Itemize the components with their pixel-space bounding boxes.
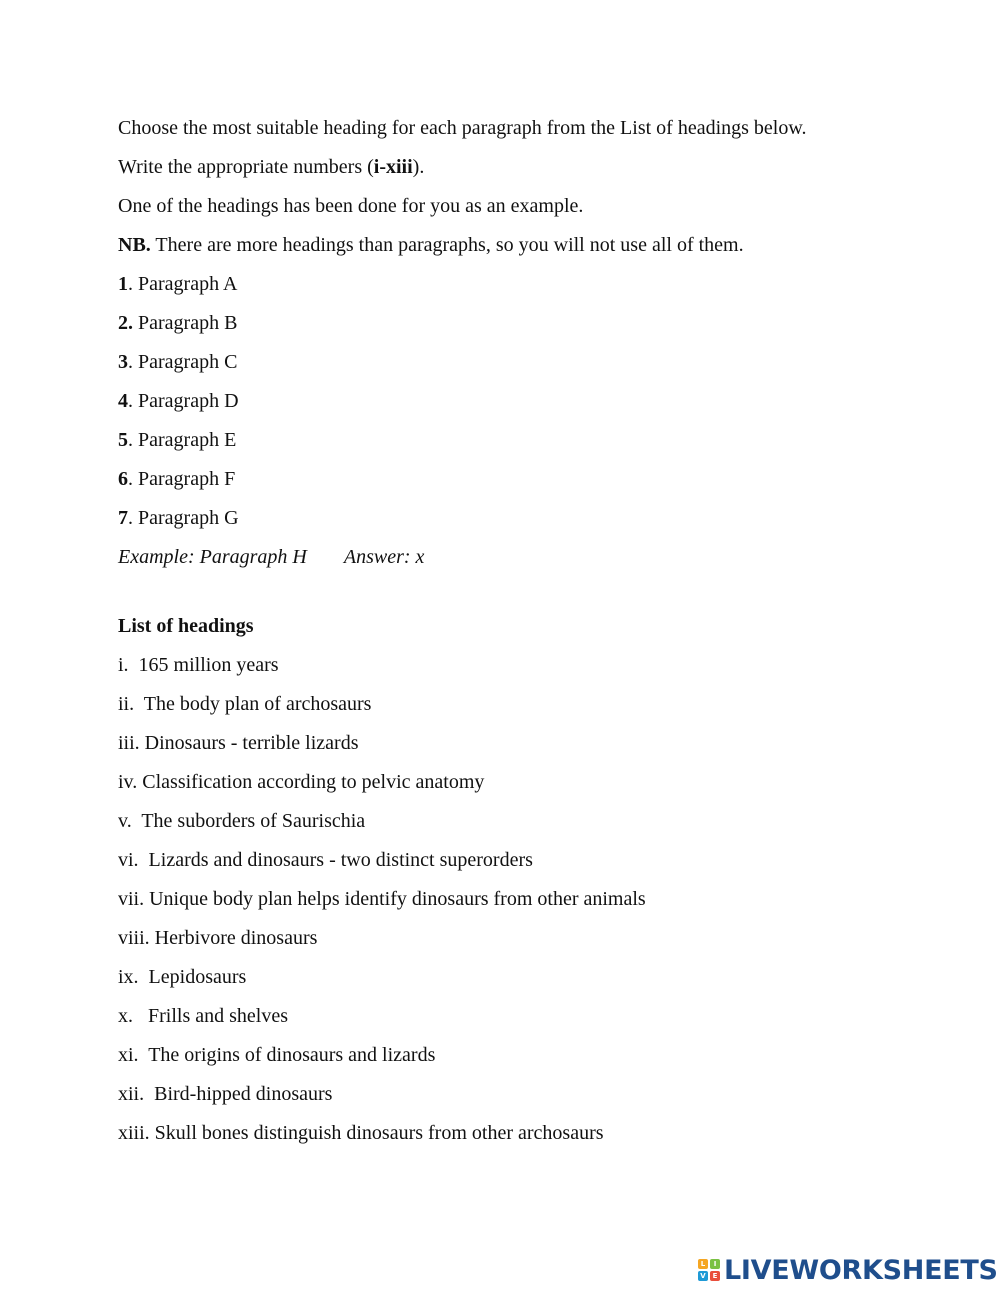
instruction-1: Choose the most suitable heading for each paragraph from the List of headings below. [118,117,807,139]
heading-item: xii. Bird-hipped dinosaurs [118,1083,333,1105]
instruction-3: One of the headings has been done for you as an example. [118,195,584,217]
instruction-2-range: i-xiii [373,156,413,178]
paragraph-item [118,350,978,374]
nb-text: There are more headings than paragraphs, so you will not use all of them. [150,234,744,256]
example-answer: Answer: x [343,546,425,568]
paragraph-label: Paragraph E [133,429,237,451]
paragraph-label: Paragraph F [133,468,236,490]
instruction-2-text: Write the appropriate numbers ( [118,156,374,178]
heading-item: vii. Unique body plan helps identify dinosaurs from other animals [118,888,646,910]
paragraph-sep: . [128,351,133,373]
paragraph-sep: . [128,390,133,412]
paragraph-label: Paragraph C [133,351,238,373]
heading-item: viii. Herbivore dinosaurs [118,927,318,949]
heading-item: xi. The origins of dinosaurs and lizards [118,1044,436,1066]
heading-item: v. The suborders of Saurischia [118,810,366,832]
heading-item: vi. Lizards and dinosaurs - two distinct superorders [118,849,533,871]
worksheet-page [118,116,978,1160]
heading-item: ix. Lepidosaurs [118,966,247,988]
logo-icon: L I V E [698,1259,720,1281]
paragraph-sep: . [128,273,133,295]
paragraph-item [118,389,978,413]
paragraph-sep: . [128,429,133,451]
paragraph-label: Paragraph D [133,390,239,412]
paragraph-number: 1 [118,273,128,295]
paragraph-item [118,272,978,296]
headings-title: List of headings [118,615,254,637]
paragraph-label: Paragraph G [133,507,239,529]
paragraph-item [118,467,978,491]
heading-item: ii. The body plan of archosaurs [118,693,372,715]
paragraph-number: 2. [118,312,133,334]
instruction-nb [118,233,978,257]
paragraph-sep: . [128,468,133,490]
heading-item: iii. Dinosaurs - terrible lizards [118,732,359,754]
nb-label: NB. [118,234,151,256]
liveworksheets-logo [698,1255,998,1285]
paragraph-number: 7 [118,507,128,529]
paragraph-item [118,428,978,452]
paragraph-number: 6 [118,468,128,490]
paragraph-number: 5 [118,429,128,451]
paragraph-label: Paragraph B [133,312,238,334]
example-line [118,545,978,569]
heading-item: x. Frills and shelves [118,1005,288,1027]
paragraph-number: 4 [118,390,128,412]
logo-text: LIVEWORKSHEETS [724,1254,998,1286]
paragraph-sep: . [128,507,133,529]
heading-list [118,653,978,1145]
example-paragraph: Example: Paragraph H [118,546,307,568]
heading-item: xiii. Skull bones distinguish dinosaurs from other archosaurs [118,1122,604,1144]
paragraph-item [118,506,978,530]
paragraph-number: 3 [118,351,128,373]
paragraph-label: Paragraph A [133,273,238,295]
heading-item: iv. Classification according to pelvic anatomy [118,771,485,793]
instruction-2 [118,155,978,179]
heading-item: i. 165 million years [118,654,279,676]
paragraph-list [118,272,978,530]
instruction-2-end: ). [412,156,425,178]
paragraph-item [118,311,978,335]
